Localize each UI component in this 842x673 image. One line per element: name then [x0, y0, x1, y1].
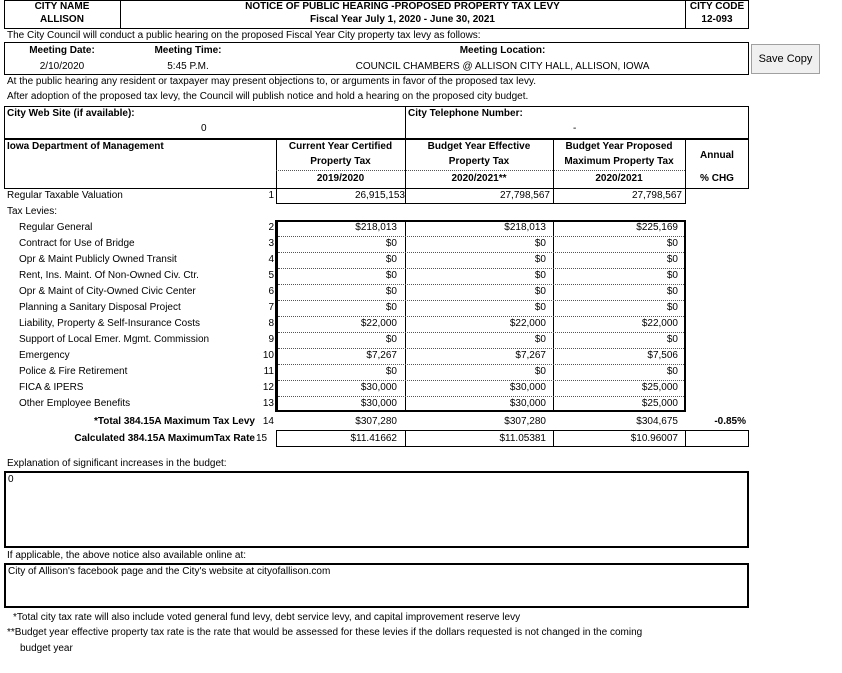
levy-v2: $0 [534, 238, 546, 249]
city-name: ALLISON [40, 14, 84, 25]
explanation-value: 0 [8, 474, 14, 485]
levy-v3: $0 [666, 270, 678, 281]
col1-header-2: Property Tax [310, 156, 371, 167]
rate-v2: $11.05381 [499, 433, 546, 444]
levies-label: Tax Levies: [7, 206, 58, 217]
levy-v1: $0 [385, 366, 397, 377]
rate-v1: $11.41662 [350, 433, 397, 444]
levy-line: 8 [268, 318, 274, 329]
valuation-label: Regular Taxable Valuation [7, 190, 123, 201]
phone-label: City Telephone Number: [408, 108, 523, 119]
levy-v2: $30,000 [509, 382, 546, 393]
levy-label: FICA & IPERS [19, 382, 84, 393]
note-adoption: After adoption of the proposed tax levy, the Council will publish notice and hold a hearing on the proposed city budget. [7, 91, 529, 102]
page-title: NOTICE OF PUBLIC HEARING -PROPOSED PROPERTY TAX LEVY [245, 1, 560, 12]
valuation-line: 1 [268, 190, 274, 201]
levy-v1: $0 [385, 238, 397, 249]
website-label: City Web Site (if available): [7, 108, 135, 119]
meeting-date-label: Meeting Date: [29, 45, 95, 56]
col3-header-3: 2020/2021 [595, 173, 643, 184]
levy-line: 2 [268, 222, 274, 233]
levy-v1: $30,000 [360, 382, 397, 393]
levy-v3: $0 [666, 302, 678, 313]
note-objections: At the public hearing any resident or taxpayer may present objections to, or arguments in favor of the proposed tax levy. [7, 76, 536, 87]
levy-v1: $0 [385, 334, 397, 345]
levy-v2: $7,267 [515, 350, 546, 361]
footnote-total: *Total city tax rate will also include voted general fund levy, debt service levy, and capital improvement reserve levy [13, 612, 521, 623]
city-name-label: CITY NAME [34, 1, 90, 12]
total-line: 14 [262, 416, 274, 427]
levy-label: Police & Fire Retirement [19, 366, 128, 377]
levy-line: 3 [268, 238, 274, 249]
levy-v2: $0 [534, 286, 546, 297]
levy-v2: $22,000 [509, 318, 546, 329]
levy-v1: $0 [385, 254, 397, 265]
levy-v2: $0 [534, 270, 546, 281]
levy-label: Opr & Maint Publicly Owned Transit [19, 254, 177, 265]
col3-header-2: Maximum Property Tax [564, 156, 674, 167]
meeting-time-label: Meeting Time: [154, 45, 222, 56]
meeting-date: 2/10/2020 [39, 61, 85, 72]
valuation-v1: 26,915,153 [354, 190, 405, 201]
levy-v3: $22,000 [641, 318, 678, 329]
col2-header-3: 2020/2021** [451, 173, 507, 184]
total-v1: $307,280 [355, 416, 397, 427]
levy-line: 6 [268, 286, 274, 297]
levy-v1: $7,267 [366, 350, 397, 361]
save-copy-button[interactable]: Save Copy [751, 44, 820, 74]
levy-v1: $218,013 [355, 222, 397, 233]
explanation-label: Explanation of significant increases in the budget: [7, 458, 227, 469]
rate-v3: $10.96007 [630, 433, 678, 444]
levy-label: Contract for Use of Bridge [19, 238, 135, 249]
col1-header-1: Current Year Certified [288, 141, 393, 152]
valuation-v2: 27,798,567 [499, 190, 550, 201]
levy-v3: $0 [666, 254, 678, 265]
rate-label: Calculated 384.15A MaximumTax Rate [74, 433, 255, 444]
online-label: If applicable, the above notice also available online at: [7, 550, 247, 561]
meeting-location-label: Meeting Location: [459, 45, 546, 56]
intro-text: The City Council will conduct a public hearing on the proposed Fiscal Year City property tax levy as follows: [7, 30, 481, 41]
fiscal-year: Fiscal Year July 1, 2020 - June 30, 2021 [310, 14, 495, 25]
levy-label: Liability, Property & Self-Insurance Costs [19, 318, 201, 329]
levy-v2: $30,000 [509, 398, 546, 409]
phone-value: - [573, 123, 577, 134]
levy-line: 7 [268, 302, 274, 313]
levy-v3: $0 [666, 334, 678, 345]
col2-header-2: Property Tax [448, 156, 510, 167]
levy-label: Emergency [19, 350, 70, 361]
valuation-v3: 27,798,567 [631, 190, 682, 201]
levy-line: 11 [263, 366, 274, 377]
levy-v1: $0 [385, 270, 397, 281]
levy-label: Regular General [19, 222, 93, 233]
city-code-label: CITY CODE [689, 1, 745, 12]
levy-v1: $22,000 [360, 318, 397, 329]
levy-label: Support of Local Emer. Mgmt. Commission [19, 334, 210, 345]
footnote-effective: **Budget year effective property tax rate is the rate that would be assessed for these levies if the dollars requested is not changed in the coming [7, 627, 643, 638]
levy-v3: $0 [666, 238, 678, 249]
levy-v1: $30,000 [360, 398, 397, 409]
total-label: *Total 384.15A Maximum Tax Levy [94, 416, 255, 427]
levy-label: Opr & Maint of City-Owned Civic Center [19, 286, 196, 297]
rate-line: 15 [256, 433, 268, 444]
city-code: 12-093 [701, 14, 733, 25]
online-value: City of Allison's facebook page and the City's website at cityofallison.com [8, 566, 331, 577]
levy-v2: $0 [534, 302, 546, 313]
levy-line: 10 [262, 350, 274, 361]
levy-v3: $25,000 [641, 382, 678, 393]
levy-label: Other Employee Benefits [19, 398, 131, 409]
total-chg: -0.85% [714, 416, 746, 427]
levy-v1: $0 [385, 302, 397, 313]
levy-v3: $225,169 [636, 222, 678, 233]
levy-v2: $218,013 [504, 222, 546, 233]
levy-line: 9 [268, 334, 274, 345]
col4-header-1: Annual [700, 150, 734, 161]
levy-v2: $0 [534, 366, 546, 377]
levy-line: 13 [262, 398, 274, 409]
levy-v3: $7,506 [647, 350, 678, 361]
footnote-budget-year: budget year [20, 643, 73, 654]
levy-v1: $0 [385, 286, 397, 297]
col2-header-1: Budget Year Effective [427, 141, 531, 152]
levy-v2: $0 [534, 334, 546, 345]
explanation-box [4, 471, 749, 548]
meeting-time: 5:45 P.M. [167, 61, 209, 72]
total-v3: $304,675 [636, 416, 678, 427]
levy-v3: $0 [666, 366, 678, 377]
levy-line: 5 [268, 270, 274, 281]
total-v2: $307,280 [504, 416, 546, 427]
col4-header-2: % CHG [700, 173, 734, 184]
levy-v2: $0 [534, 254, 546, 265]
meeting-location: COUNCIL CHAMBERS @ ALLISON CITY HALL, ALLISON, IOWA [355, 61, 650, 72]
website-value: 0 [201, 123, 207, 134]
levy-v3: $25,000 [641, 398, 678, 409]
levy-line: 4 [268, 254, 274, 265]
dept-label: Iowa Department of Management [7, 141, 164, 152]
levy-label: Rent, Ins. Maint. Of Non-Owned Civ. Ctr. [19, 270, 199, 281]
col1-header-3: 2019/2020 [316, 173, 365, 184]
col3-header-1: Budget Year Proposed [565, 141, 673, 152]
levy-line: 12 [262, 382, 274, 393]
levy-v3: $0 [666, 286, 678, 297]
levy-label: Planning a Sanitary Disposal Project [19, 302, 181, 313]
